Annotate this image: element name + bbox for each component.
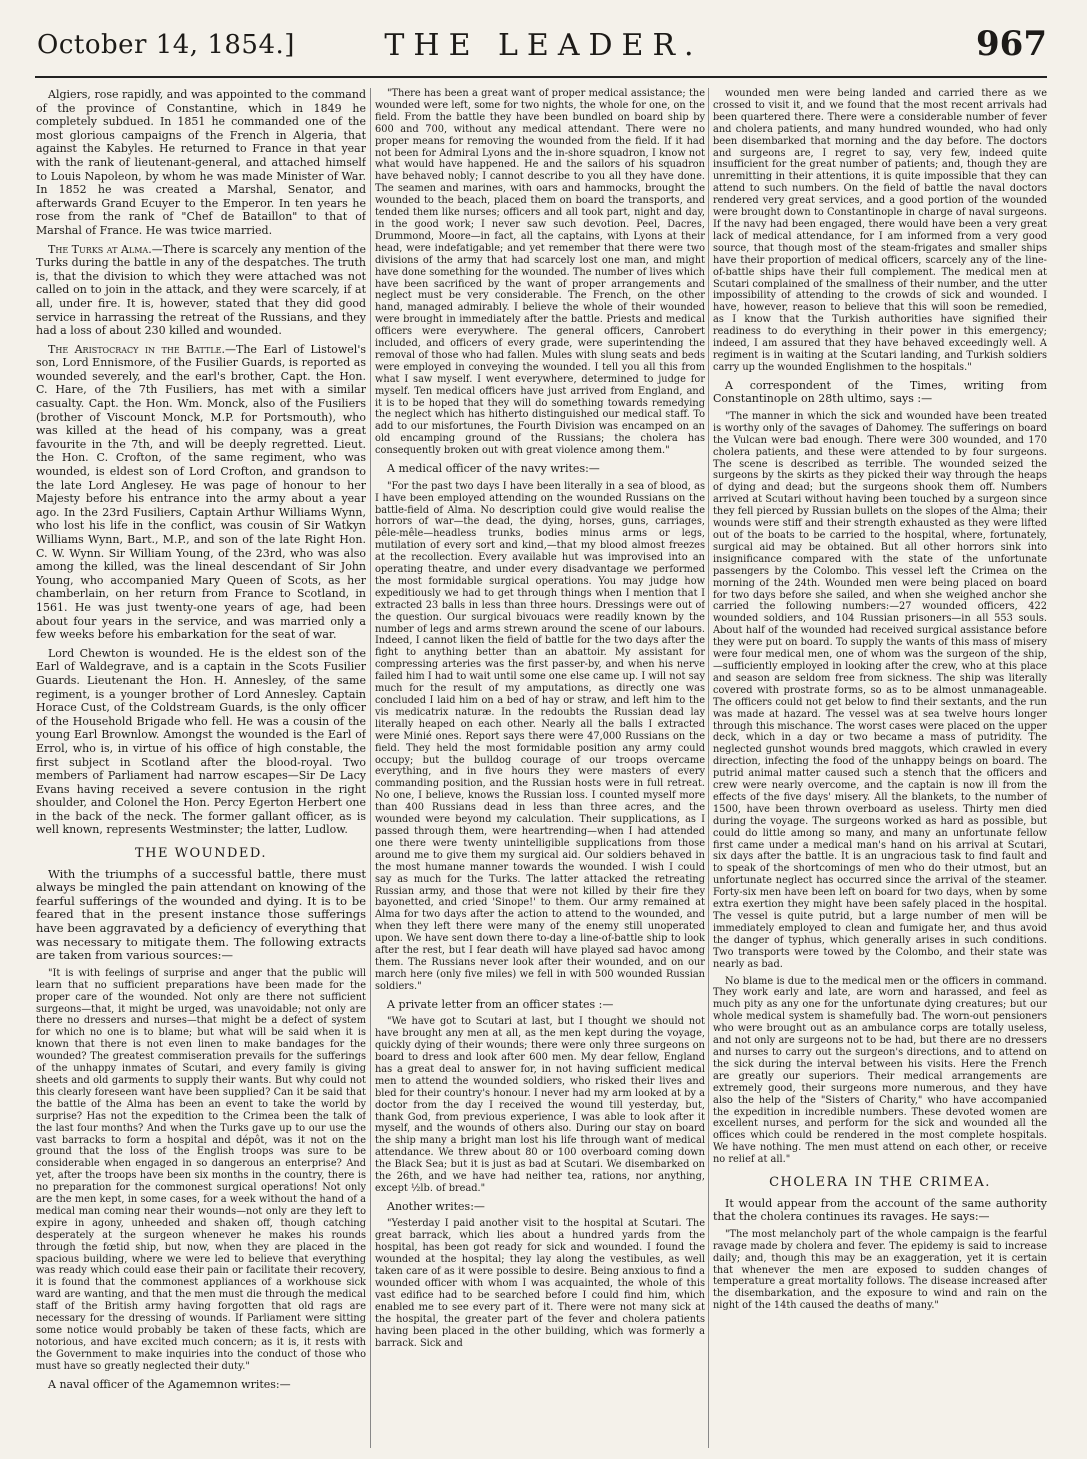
column-1 — [36, 88, 366, 1448]
article-paragraph: Another writes:— — [387, 1199, 485, 1213]
column-divider — [370, 88, 371, 1448]
quoted-extract: "The manner in which the sick and wounded have been treated is worthy only of the savages of Dahomey. The sufferings on board the Vulcan were bad enough. There were 300 wounded, and 170 cholera patients, and these were attended to by four surgeons. The scene is described as terrible. The wounded seized the surgeons by the skirts as they picked their way through the heaps of dying and dead; but the surgeons shook them off. Numbers arrived at Scutari without having been touched by a surgeon since they fell pierced by Russian bullets on the slopes of the Alma; their wounds were stiff and their strength exhausted as they were lifted out of the boats to be carried to the hospital, where, fortunately, surgical aid may be obtained. But all other horrors sink into insignificance compared with the state of the unfortunate passengers by the Colombo. This vessel left the Crimea on the morning of the 24th. Wounded men were being placed on board for two days before she sailed, and when she weighed anchor she carried the following numbers:—27 wounded officers, 422 wounded soldiers, and 104 Russian prisoners—in all 553 souls. About half of the wounded had received surgical assistance before they were put on board. To supply the wants of this mass of misery were four medical men, one of whom was the surgeon of the ship,—sufficiently employed in looking after the crew, who at this place and season are seldom free from sickness. The ship was literally covered with prostrate forms, so as to be almost unmanageable. The officers could not get below to find their sextants, and the run was made at hazard. The vessel was at sea twelve hours longer through this mischance. The worst cases were placed on the upper deck, which in a day or two became a mass of putridity. The neglected gunshot wounds bred maggots, which crawled in every direction, infecting the food of the unhappy beings on board. The putrid animal matter caused such a stench that the officers and crew were nearly overcome, and the captain is now ill from the effects of the five days' misery. All the blankets, to the number of 1500, have been thrown overboard as useless. Thirty men died during the voyage. The surgeons worked as hard as possible, but could do little among so many, and many an unfortunate fellow first came under a medical man's hand on his arrival at Scutari, six days after the battle. It is an ungracious task to find fault and to speak of the shortcomings of men who do their utmost, but an unfortunate neglect has occurred since the arrival of the steamer. Forty-six men have been left on board for two days, when by some extra exertion they might have been safely placed in the hospital. The vessel is quite putrid, but a large number of men will be immediately employed to clean and fumigate her, and thus avoid the danger of typhus, which generally arises in such conditions. Two transports were towed by the Colombo, and their state was nearly as bad. — [713, 410, 1047, 970]
column-3 — [713, 88, 1047, 1448]
page-number: 967 — [976, 24, 1047, 64]
article-paragraph: A private letter from an officer states :— — [387, 997, 614, 1011]
paragraph-body: —The Earl of Listowel's son, Lord Ennismore, of the Fusilier Guards, is reported as wounded severely, and the earl's brother, Capt. the Hon. C. Hare, of the 7th Fusiliers, has met with a similar casualty. Capt. the Hon. Wm. Monck, also of the Fusiliers (brother of Viscount Monck, M.P. for Portsmouth), who was killed at the head of his company, was a great favourite in the 7th, and will be deeply regretted. Lieut. the Hon. C. Crofton, of the same regiment, who was wounded, is eldest son of Lord Crofton, and grandson to the late Lord Anglesey. He was page of honour to her Majesty before his entrance into the army about a year ago. In the 23rd Fusiliers, Captain Arthur Williams Wynn, who lost his life in the conflict, was cousin of Sir Watkyn Williams Wynn, Bart., M.P., and son of the late Right Hon. C. W. Wynn. Sir William Young, of the 23rd, who was also among the killed, was the lineal descendant of Sir John Young, who accompanied Mary Queen of Scots, as her chamberlain, on her return from France to Scotland, in 1561. He was just twenty-one years of age, had been about four years in the service, and was married only a few weeks before his embarkation for the seat of war. — [36, 342, 366, 642]
column-2 — [375, 88, 705, 1448]
paragraph-body: —There is scarcely any mention of the Turks during the battle in any of the despatches. The truth is, that the division to which they were attached was not called on to join in the attack, and they were scarcely, if at all, under fire. It is, however, stated that they did good service in harrassing the retreat of the Russians, and they had a loss of about 230 killed and wounded. — [36, 242, 366, 338]
article-paragraph: With the triumphs of a successful battle, there must always be mingled the pain attendant on knowing of the fearful sufferings of the wounded and dying. It is to be feared that in the present instance those sufferings have been aggravated by a deficiency of everything that was necessary to mitigate them. The following extracts are taken from various sources:— — [36, 866, 366, 963]
article-paragraph: Algiers, rose rapidly, and was appointed to the command of the province of Constantine, which in 1849 he completely subdued. In 1851 he commanded one of the most glorious campaigns of the French in Algeria, that against the Kabyles. He returned to France in that year with the rank of lieutenant-general, and attached himself to Louis Napoleon, by whom he was made Minister of War. In 1852 he was created a Marshal, Senator, and afterwards Grand Ecuyer to the Emperor. In ten years he rose from the rank of "Chef de Bataillon" to that of Marshal of France. He was twice married. — [36, 88, 366, 237]
article-paragraph: A medical officer of the navy writes:— — [387, 462, 600, 476]
article-paragraph: A naval officer of the Agamemnon writes:— — [48, 1377, 291, 1391]
newspaper-title: THE LEADER. — [384, 28, 703, 63]
quoted-extract: "For the past two days I have been literally in a sea of blood, as I have been employed attending on the wounded Russians on the battle-field of Alma. No description could give would realise the horrors of war—the dead, the dying, horses, guns, carriages, pêle-mêle—headless trunks, bodies minus arms or legs, mutilation of every sort and kind,—that my blood almost freezes at the recollection. Every available hut was improvised into an operating theatre, and under every disadvantage we performed the most formidable surgical operations. You may judge how expeditiously we had to get through things when I mention that I extracted 23 balls in less than three hours. Dressings were out of the question. Our surgical bivouacs were readily known by the number of legs and arms strewn around the scene of our labours. Indeed, I cannot liken the field of battle for the two days after the fight to anything better than an abattoir. My assistant for compressing arteries was the first passer-by, and when his nerve failed him I had to wait until some one else came up. I will not say much for the result of my amputations, as directly one was concluded I laid him on a bed of hay or straw, and left him to the vis medicatrix naturæ. In the redoubts the Russian dead lay literally heaped on each other. Nearly all the balls I extracted were Minié ones. Report says there were 47,000 Russians on the field. They held the most formidable position any army could occupy; but the bulldog courage of our troops overcame everything, and in five hours they were masters of every commanding position, and the Russian hosts were in full retreat. No one, I believe, knows the Russian loss. I counted myself more than 400 Russians dead in less than three acres, and the wounded were beyond my calculation. Their supplications, as I passed through them, were heartrending—when I had attended one there were twenty unintelligible supplications from those around me to give them my surgical aid. Our soldiers behaved in the most humane manner towards the wounded. I wish I could say as much for the Turks. The latter attacked the retreating Russian army, and those that were not killed by their fire they bayonetted, and cried 'Sinope!' to them. Our army remained at Alma for two days after the action to attend to the wounded, and when they left there were many of the enemy still unoperated upon. We have sent down there to-day a line-of-battle ship to look after the rest, but I fear death will have played sad havoc among them. The Russians never look after their wounded, and on our march here (only five miles) we fell in with 500 wounded Russian soldiers." — [375, 480, 705, 992]
article-paragraph — [36, 343, 366, 642]
quoted-extract: "Yesterday I paid another visit to the hospital at Scutari. The great barrack, which lies about a hundred yards from the hospital, has been got ready for sick and wounded. I found the wounded at the hospital; they lay along the vestibules, as well taken care of as it were possible to desire. Being anxious to find a wounded officer with whom I was acquainted, the whole of this vast edifice had to be searched before I could find him, which enabled me to see every part of it. There were not many sick at the hospital, the greater part of the fever and cholera patients having been placed in the other building, which was formerly a barrack. Sick and — [375, 1218, 705, 1349]
quoted-extract: No blame is due to the medical men or the officers in command. They work early and late, are worn and harassed, and feel as much pity as any one for the unfortunate dying creatures; but our whole medical system is shamefully bad. The worn-out pensioners who were brought out as an ambulance corps are totally useless, and not only are surgeons not to be had, but there are no dressers and nurses to carry out the surgeon's directions, and to attend on the sick during the interval between his visits. Here the French are greatly our superiors. Their medical arrangements are extremely good, their surgeons more numerous, and they have also the help of the "Sisters of Charity," who have accompanied the expedition in incredible numbers. These devoted women are excellent nurses, and perform for the sick and wounded all the offices which could be rendered in the most complete hospitals. We have nothing. The men must attend on each other, or receive no relief at all." — [713, 975, 1047, 1166]
quoted-extract: "The most melancholy part of the whole campaign is the fearful ravage made by cholera and fever. The epidemy is said to increase daily; and, though this may be an exaggeration, yet it is certain that whenever the men are exposed to sudden changes of temperature a great mortality follows. The disease increased after the disembarkation, and the exposure to wind and rain on the night of the 14th caused the deaths of many." — [713, 1228, 1047, 1312]
article-paragraph: Lord Chewton is wounded. He is the eldest son of the Earl of Waldegrave, and is a captain in the Scots Fusilier Guards. Lieutenant the Hon. H. Annesley, of the same regiment, is a younger brother of Lord Annesley. Captain Horace Cust, of the Coldstream Guards, is the only officer of the Household Brigade who fell. He was a cousin of the young Earl Brownlow. Amongst the wounded is the Earl of Errol, who is, in virtue of his office of high constable, the first subject in Scotland after the blood-royal. Two members of Parliament had narrow escapes—Sir De Lacy Evans having received a severe contusion in the right shoulder, and Colonel the Hon. Percy Egerton Herbert one in the back of the neck. The former gallant officer, as is well known, represents Westminster; the latter, Ludlow. — [36, 646, 366, 837]
article-paragraph: It would appear from the account of the same authority that the cholera continues its ravages. He says:— — [713, 1196, 1047, 1224]
quoted-extract: "We have got to Scutari at last, but I thought we should not have brought any men at all, as the men kept during the voyage, quickly dying of their wounds; there were only three surgeons on board to dress and look after 600 men. My dear fellow, England has a great deal to answer for, in not having sufficient medical men to attend the wounded soldiers, who risked their lives and bled for their country's honour. I never had my arm looked at by a doctor from the day I received the wound till yesterday, but, thank God, from previous experience, I was able to look after it myself, and the wounds of others also. During our stay on board the ship many a bright man lost his life through want of medical attendance. We threw about 80 or 100 overboard coming down the Black Sea; but it is just as bad at Scutari. We disembarked on the 26th, and we have had neither tea, rations, nor anything, except ½lb. of bread." — [375, 1016, 705, 1194]
section-heading: THE WOUNDED. — [135, 846, 267, 862]
masthead — [0, 0, 1087, 80]
section-lead: The Aristocracy in the Battle. — [48, 342, 226, 356]
article-paragraph — [36, 243, 366, 338]
column-divider — [708, 88, 709, 1448]
quoted-extract: "There has been a great want of proper medical assistance; the wounded were left, some for two nights, the whole for one, on the field. From the battle they have been bundled on board ship by 600 and 700, without any medical attendant. There were no proper means for removing the wounded from the field. If it had not been for Admiral Lyons and the in-shore squadron, I know not what would have happened. He and the sailors of his squadron have behaved nobly; I cannot describe to you all they have done. The seamen and marines, with oars and hammocks, brought the wounded to the beach, placed them on board the transports, and tended them like nurses; officers and all took part, night and day, in the good work; I never saw such devotion. Peel, Dacres, Drummond, Moore—in fact, all the captains, with Lyons at their head, were indefatigable; and yet remember that there were two divisions of the army that had scarcely lost one man, and might have done something for the wounded. The number of lives which have been sacrificed by the want of proper arrangements and neglect must be very considerable. The French, on the other hand, managed admirably. I believe the whole of their wounded were brought in immediately after the battle. Priests and medical officers were everywhere. The general officers, Canrobert included, and officers of every grade, were superintending the removal of those who had fallen. Mules with slung seats and beds were employed in conveying the wounded. I tell you all this from what I saw myself. I went everywhere, determined to judge for myself. Ten medical officers have just arrived from England, and it is to be hoped that they will do something towards remedying the neglect which has hitherto distinguished our medical staff. To add to our misfortunes, the Fourth Division was encamped on an old encamping ground of the Russians; the cholera has consequently broken out with great violence among them." — [375, 88, 705, 457]
quoted-extract: "It is with feelings of surprise and anger that the public will learn that no sufficient preparations have been made for the proper care of the wounded. Not only are there not sufficient surgeons—that, it might be urged, was unavoidable; not only are there no dressers and nurses—that might be a defect of system for which no one is to blame; but what will be said when it is known that there is not even linen to make bandages for the wounded? The greatest commiseration prevails for the sufferings of the unhappy inmates of Scutari, and every family is giving sheets and old garments to supply their wants. But why could not this clearly foreseen want have been supplied? Can it be said that the battle of the Alma has been an event to take the world by surprise? Has not the expedition to the Crimea been the talk of the last four months? And when the Turks gave up to our use the vast barracks to form a hospital and dépôt, was it not on the ground that the loss of the English troops was sure to be considerable when engaged in so dangerous an enterprise? And yet, after the troops have been six months in the country, there is no preparation for the commonest surgical operations! Not only are the men kept, in some cases, for a week without the hand of a medical man coming near their wounds—not only are they left to expire in agony, unheeded and shaken off, though catching desperately at the surgeon whenever he makes his rounds through the fœtid ship, but now, when they are placed in the spacious building, where we were led to believe that everything was ready which could ease their pain or facilitate their recovery, it is found that the commonest appliances of a workhouse sick ward are wanting, and that the men must die through the medical staff of the British army having forgotten that old rags are necessary for the dressing of wounds. If Parliament were sitting some notice would probably be taken of these facts, which are notorious, and have excited much concern; as it is, it rests with the Government to make inquiries into the conduct of those who must have so greatly neglected their duty." — [36, 967, 366, 1372]
section-lead: The Turks at Alma. — [48, 242, 152, 256]
quoted-extract: wounded men were being landed and carried there as we crossed to visit it, and we found that the most recent arrivals had been quartered there. There were a considerable number of fever and cholera patients, and many hundred wounded, who had only been disembarked that morning and the day before. The doctors and surgeons are, I regret to say, very few, indeed quite insufficient for the great number of patients; and, though they are unremitting in their attentions, it is quite impossible that they can attend to such numbers. On the field of battle the naval doctors rendered very great services, and a good portion of the wounded were brought down to Constantinople in charge of naval surgeons. If the navy had been engaged, there would have been a very great lack of medical attendance, for I am informed from a very good source, that though most of the steam-frigates and smaller ships have their proportion of medical officers, scarcely any of the line-of-battle ships have their full complement. The medical men at Scutari complained of the smallness of their number, and the utter impossibility of attending to the crowds of sick and wounded. I have, however, reason to believe that this will soon be remedied, as I know that the Turkish authorities have signified their readiness to do everything in their power in this emergency; indeed, I am assured that they have behaved exceedingly well. A regiment is in waiting at the Scutari landing, and Turkish soldiers carry up the wounded Englishmen to the hospitals." — [713, 88, 1047, 373]
issue-date: October 14, 1854.] — [37, 30, 295, 60]
section-heading: CHOLERA IN THE CRIMEA. — [769, 1175, 991, 1191]
article-paragraph: A correspondent of the Times, writing from Constantinople on 28th ultimo, says :— — [713, 378, 1047, 406]
header-rule — [35, 76, 1047, 78]
